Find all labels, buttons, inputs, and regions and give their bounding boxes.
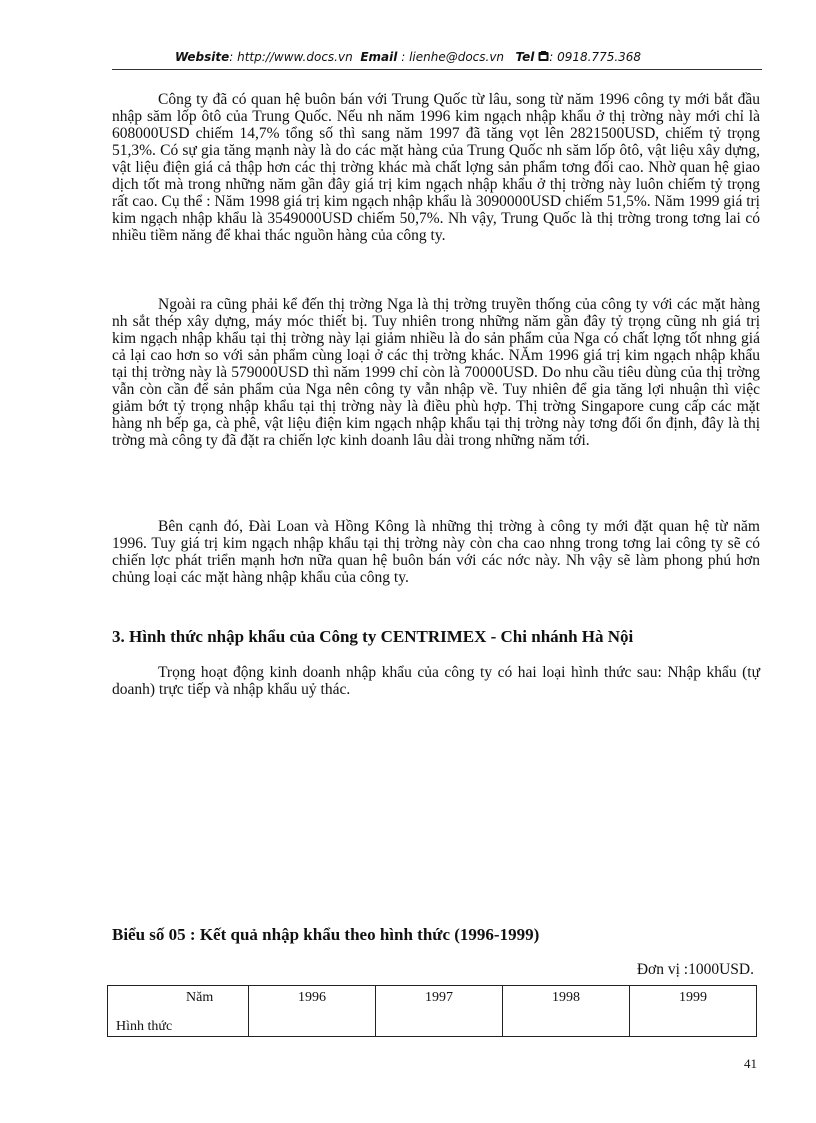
import-form-table [107,985,757,1037]
tel-label: Tel [515,50,535,64]
paragraph-china: Công ty đã có quan hệ buôn bán với Trung Quốc từ lâu, song từ năm 1996 công ty mới bắt đầu nhập săm lốp ôtô của Trung Quốc. Nếu nh năm 1996 kim ngạch nhập khẩu ở thị trờng này mới chỉ là 608000USD chiếm 14,7% tổng số thì sang năm 1997 đã tăng vọt lên 2821500USD, chiếm tỷ trọng 51,3%. Có sự gia tăng mạnh này là do các mặt hàng của Trung Quốc nh săm lốp ôtô, vật liệu xây dựng, vật liệu điện giá cả thập hơn các thị trờng khác mà chất lợng sản phẩm tơng đối cao. Nhờ quan hệ giao dịch tốt mà trong những năm gần đây giá trị kim ngạch nhập khẩu ở thị trờng này luôn chiếm tỷ trọng rất cao. Cụ thể : Năm 1998 giá trị kim ngạch nhập khẩu là 3090000USD chiếm 51,5%. Năm 1999 giá trị kim ngạch nhập khẩu là 3549000USD chiếm 50,7%. Nh vậy, Trung Quốc là thị trờng trong tơng lai có nhiều tiềm năng để khai thác nguồn hàng của công ty. [112,91,760,244]
table-title: Biểu số 05 : Kết quả nhập khẩu theo hình thức (1996-1999) [112,925,540,944]
paragraph-taiwan-hongkong: Bên cạnh đó, Đài Loan và Hồng Kông là những thị trờng à công ty mới đặt quan hệ từ năm 1996. Tuy giá trị kim ngạch nhập khẩu tại thị trờng này còn cha cao nhng trong tơng lai công ty sẽ có chiến lợc phát triển mạnh hơn nữa quan hệ buôn bán với các nớc này. Nh vậy sẽ làm phong phú hơn chủng loại các mặt hàng nhập khẩu của công ty. [112,518,760,586]
corner-year-label: Năm [186,990,214,1005]
table-header-row [108,986,757,1037]
email-label: Email [360,50,398,64]
year-column-1996: 1996 [249,986,376,1037]
page-header [0,50,816,65]
website-value: : http://www.docs.vn [229,50,353,64]
paragraph-russia: Ngoài ra cũng phải kể đến thị trờng Nga là thị trờng truyền thống của công ty với các mặt hàng nh sắt thép xây dựng, máy móc thiết bị. Tuy nhiên trong những năm gần đây tỷ trọng cũng nh giá trị kim ngạch nhập khẩu tại thị trờng này lại giảm nhiều là do sản phẩm của Nga có chất lợng tốt nhng giá cả lại cao hơn so với sản phẩm cùng loại ở các thị trờng khác. NĂm 1996 giá trị kim ngạch nhập khẩu tại thị trờng này là 579000USD thì năm 1999 chỉ còn là 70000USD. Do nhu cầu tiêu dùng của thị trờng vẫn còn cần để sản phẩm của Nga nên công ty vẫn nhập về. Tuy nhiên để gia tăng lợi nhuận thì việc giảm bớt tỷ trọng nhập khẩu tại thị trờng này là điều phù hợp. Thị trờng Singapore cung cấp các mặt hàng nh bếp ga, cà phê, vật liệu điện kim ngạch nhập khẩu tại thị trờng này tơng đối ổn định, đây là thị trờng mà công ty đã đặt ra chiến lợc kinh doanh lâu dài trong những năm tới. [112,296,760,449]
section-paragraph: Trọng hoạt động kinh doanh nhập khẩu của công ty có hai loại hình thức sau: Nhập khẩu (tự doanh) trực tiếp và nhập khẩu uỷ thác. [112,664,760,698]
website-label: Website [174,50,230,64]
year-column-1999: 1999 [630,986,757,1037]
table-corner-cell [108,986,249,1037]
tel-value: : 0918.775.368 [549,50,642,64]
phone-icon [538,51,549,65]
email-value: : lienhe@docs.vn [397,50,505,64]
year-column-1997: 1997 [376,986,503,1037]
unit-label: Đơn vị :1000USD. [636,961,754,978]
header-rule [112,69,762,70]
year-column-1998: 1998 [503,986,630,1037]
corner-form-label: Hình thức [116,1019,173,1034]
page-number: 41 [744,1056,757,1071]
section-heading: 3. Hình thức nhập khẩu của Công ty CENTRIMEX - Chi nhánh Hà Nội [112,627,634,646]
